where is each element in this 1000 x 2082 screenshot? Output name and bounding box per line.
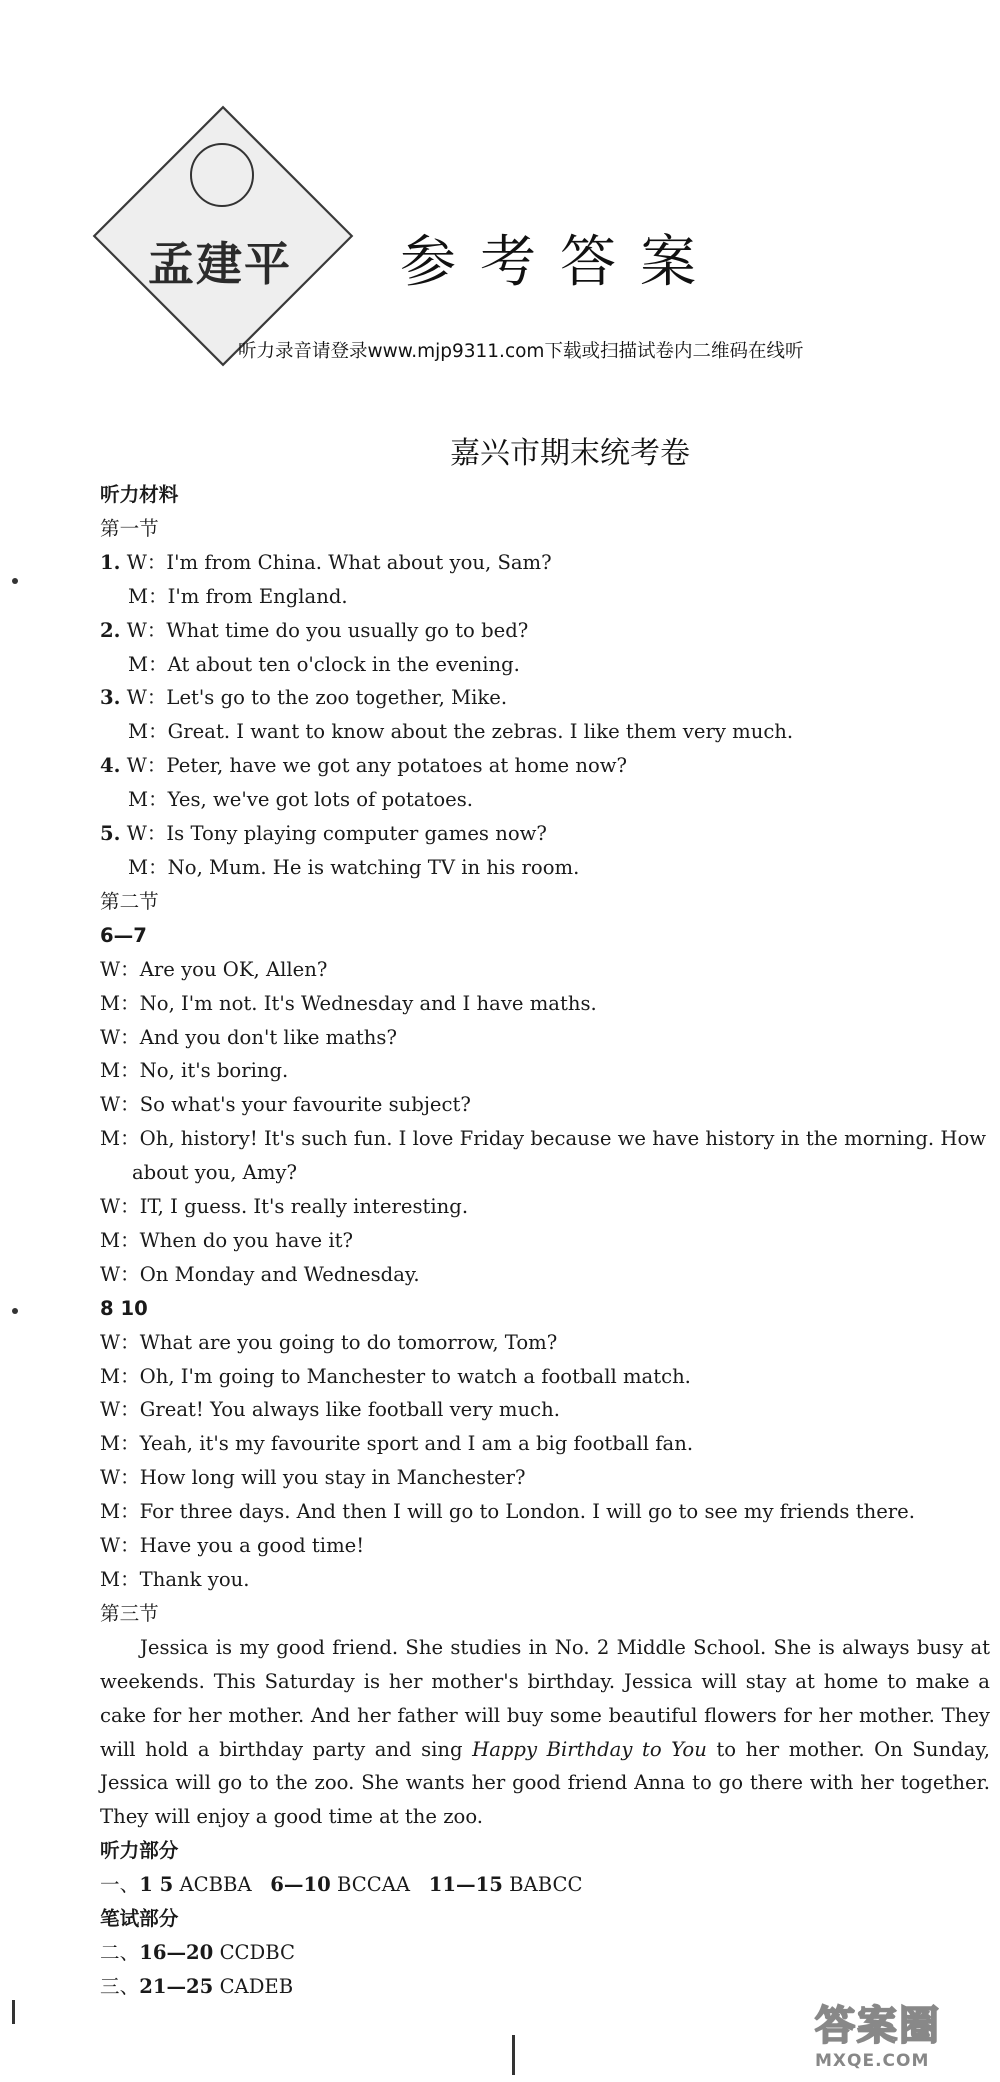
dialogue-line: W：How long will you stay in Manchester?: [100, 1466, 526, 1490]
publisher-logo: [95, 108, 345, 358]
answer-range: 11—15: [428, 1873, 503, 1897]
dialogue-line: W：On Monday and Wednesday.: [100, 1262, 420, 1286]
answer-letters: ACBBA: [179, 1873, 252, 1897]
section3-passage: [100, 1631, 990, 1834]
answer-range: 16—20: [139, 1940, 214, 1964]
page-title: 参考答案: [400, 230, 720, 295]
dialogue-line-m: M：No, Mum. He is watching TV in his room.: [128, 855, 580, 879]
answer-range: 1 5: [139, 1873, 174, 1897]
dialogue-line-w: [100, 817, 990, 851]
answer-letters: BCCAA: [337, 1873, 411, 1897]
line-text: W：What time do you usually go to bed?: [126, 618, 529, 642]
scan-mark: [12, 2000, 15, 2024]
dialogue-line-m: M：Yes, we've got lots of potatoes.: [128, 788, 474, 812]
answer-content: [100, 478, 990, 2004]
dialogue-line-m: M：Great. I want to know about the zebras. I like them very much.: [128, 720, 794, 744]
answer-prefix: 二、: [100, 1940, 140, 1964]
site-watermark: [815, 1994, 990, 2074]
audio-notice: 听力录音请登录www.mjp9311.com下载或扫描试卷内二维码在线听: [238, 341, 804, 362]
dialogue-line: W：Are you OK, Allen?: [100, 957, 328, 981]
dialogue-line: W：Have you a good time!: [100, 1534, 365, 1558]
answer-prefix: 三、: [100, 1974, 140, 1998]
passage-song-title: Happy Birthday to You: [472, 1737, 707, 1761]
passage-part2: to her mother. On Sunday, Jessica will go to the zoo. She wants her good friend Anna to go there with her together. They will enjoy a good time at the zoo.: [100, 1737, 990, 1829]
question-number: 3.: [100, 686, 121, 710]
section1-dialogues: [100, 546, 990, 885]
answer-letters: CCDBC: [219, 1940, 296, 1964]
line-text: W：Let's go to the zoo together, Mike.: [126, 686, 508, 710]
dialogue-6-7: [100, 953, 990, 1292]
section1-label: 第一节: [100, 516, 159, 540]
question-number: 4.: [100, 754, 121, 778]
question-number: 5.: [100, 822, 121, 846]
dialogue-line-m: M：At about ten o'clock in the evening.: [128, 652, 520, 676]
dialogue-line-m: M：I'm from England.: [128, 584, 348, 608]
dialogue-line: M：For three days. And then I will go to London. I will go to see my friends there.: [100, 1500, 915, 1524]
dialogue-line: M：No, it's boring.: [100, 1059, 289, 1083]
answer-letters: CADEB: [219, 1974, 294, 1998]
answers-written-line: [100, 1936, 990, 1970]
answer-range: 21—25: [139, 1974, 214, 1998]
dialogue-line: M：Thank you.: [100, 1568, 250, 1591]
question-number: 2.: [100, 618, 121, 642]
scan-mark: [512, 2035, 515, 2075]
dialogue-line-w: [100, 681, 990, 715]
section3-label: 第三节: [100, 1601, 159, 1625]
dialogue-line-w: [100, 749, 990, 783]
scan-mark: [12, 578, 18, 584]
watermark-logo-text: 答案圈: [815, 2003, 941, 2049]
dialogue-line: W：IT, I guess. It's really interesting.: [100, 1195, 469, 1219]
answers-listening-line: [100, 1868, 990, 1902]
group-8-10-label: 8 10: [100, 1296, 148, 1320]
answers-written-heading: 笔试部分: [100, 1907, 179, 1931]
dialogue-line: W：Great! You always like football very much.: [100, 1398, 560, 1422]
dialogue-8-10: [100, 1326, 990, 1597]
question-number: 1.: [100, 550, 121, 574]
answer-prefix: 一、: [100, 1873, 140, 1897]
dialogue-line: M：Oh, history! It's such fun. I love Friday because we have history in the morning. How: [100, 1127, 987, 1151]
passage-part1: Jessica is my good friend. She studies in No. 2 Middle School. She is always busy at weekends. This Saturday is her mother's birthday. Jessica will stay at home to make a cake for her mother. And her father will buy some beautiful flowers for her mother. They will hold a birthday party and sing: [100, 1635, 990, 1761]
dialogue-line: M：No, I'm not. It's Wednesday and I have maths.: [100, 991, 597, 1015]
dialogue-line: M：Oh, I'm going to Manchester to watch a football match.: [100, 1364, 691, 1388]
line-text: W：Peter, have we got any potatoes at home now?: [126, 754, 628, 778]
exam-title: 嘉兴市期末统考卷: [450, 436, 690, 471]
answers-listening-heading: 听力部分: [100, 1839, 179, 1863]
logo-name: 孟建平: [148, 237, 292, 291]
section2-label: 第二节: [100, 889, 159, 913]
scan-mark: [12, 1308, 18, 1314]
watermark-url: MXQE.COM: [815, 2051, 930, 2071]
answer-range: 6—10: [270, 1873, 331, 1897]
line-text: W：Is Tony playing computer games now?: [126, 822, 547, 846]
section-heading-listening-material: 听力材料: [100, 483, 179, 506]
dialogue-line-w: [100, 614, 990, 648]
line-text: W：I'm from China. What about you, Sam?: [126, 550, 552, 574]
dialogue-line: W：And you don't like maths?: [100, 1025, 397, 1049]
dialogue-line: about you, Amy?: [132, 1161, 297, 1185]
dialogue-line: M：Yeah, it's my favourite sport and I am a big football fan.: [100, 1432, 694, 1456]
logo-seal-icon: [190, 143, 254, 207]
dialogue-line: W：What are you going to do tomorrow, Tom?: [100, 1330, 558, 1354]
dialogue-line: M：When do you have it?: [100, 1228, 353, 1252]
group-6-7-label: 6—7: [100, 923, 147, 947]
dialogue-line: W：So what's your favourite subject?: [100, 1093, 471, 1117]
answer-letters: BABCC: [509, 1873, 583, 1897]
dialogue-line-w: [100, 546, 990, 580]
